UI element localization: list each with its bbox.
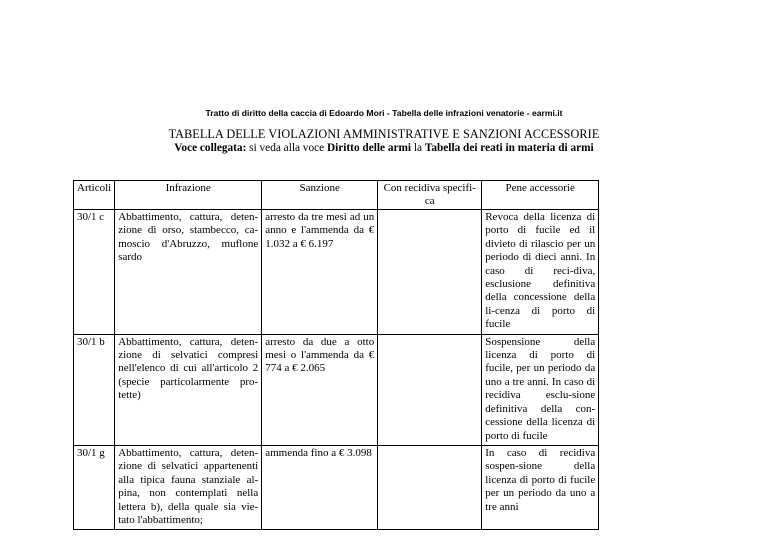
cell-infrazione: Abbattimento, cattura, deten-zione di selvatici appartenenti alla tipica fauna stanziale al-pina, non contemplati nella lettera b), della quale sia vie-tato l'abbattimento; — [115, 445, 262, 529]
related-entry-link-2: Tabella dei reati in materia di armi — [424, 142, 594, 154]
cell-pene-accessorie: Revoca della licenza di porto di fucile ed il divieto di rilascio per un periodo di dieci anni. In caso di reci-diva, esclusione definitiva della concessione della li-cenza di porto di fucile — [482, 210, 599, 335]
table-row — [74, 210, 599, 335]
cell-articolo: 30/1 c — [74, 210, 115, 335]
cell-sanzione: arresto da due a otto mesi o l'ammenda da € 774 a € 2.065 — [262, 334, 378, 445]
related-entry-text-1: si veda alla voce — [246, 142, 327, 154]
table-header-row — [74, 181, 599, 210]
page-title: TABELLA DELLE VIOLAZIONI AMMINISTRATIVE E SANZIONI ACCESSORIE — [168, 127, 600, 141]
related-entry-note — [0, 142, 768, 154]
cell-pene-accessorie: In caso di recidiva sospen-sione della licenza di porto di fucile per un periodo da uno a tre anni — [482, 445, 599, 529]
cell-recidiva — [378, 445, 482, 529]
cell-articolo: 30/1 b — [74, 334, 115, 445]
cell-sanzione: ammenda fino a € 3.098 — [262, 445, 378, 529]
table-row — [74, 334, 599, 445]
column-header-recidiva: Con recidiva specifi- ca — [378, 181, 482, 210]
column-header-articoli: Articoli — [74, 181, 115, 210]
related-entry-link-1: Diritto delle armi — [326, 142, 412, 154]
cell-infrazione: Abbattimento, cattura, deten-zione di orso, stambecco, ca-moscio d'Abruzzo, muflone sardo — [115, 210, 262, 335]
document-header: Tratto di diritto della caccia di Edoardo Mori - Tabella delle infrazioni venatorie - earmi.it — [205, 108, 563, 118]
violations-table — [73, 180, 599, 530]
table-row — [74, 445, 599, 529]
column-header-sanzione: Sanzione — [262, 181, 378, 210]
cell-pene-accessorie: Sospensione della licenza di porto di fucile, per un periodo da uno a tre anni. In caso di recidiva esclu-sione definitiva della con-cessione della licenza di porto di fucile — [482, 334, 599, 445]
cell-infrazione: Abbattimento, cattura, deten-zione di selvatici compresi nell'elenco di cui all'articolo 2 (specie particolarmente pro-tette) — [115, 334, 262, 445]
related-entry-label: Voce collegata: — [174, 142, 247, 154]
cell-sanzione: arresto da tre mesi ad un anno e l'ammenda da € 1.032 a € 6.197 — [262, 210, 378, 335]
cell-recidiva — [378, 334, 482, 445]
cell-recidiva — [378, 210, 482, 335]
related-entry-text-2: la — [411, 142, 425, 154]
column-header-infrazione: Infrazione — [115, 181, 262, 210]
column-header-pene-accessorie: Pene accessorie — [482, 181, 599, 210]
cell-articolo: 30/1 g — [74, 445, 115, 529]
